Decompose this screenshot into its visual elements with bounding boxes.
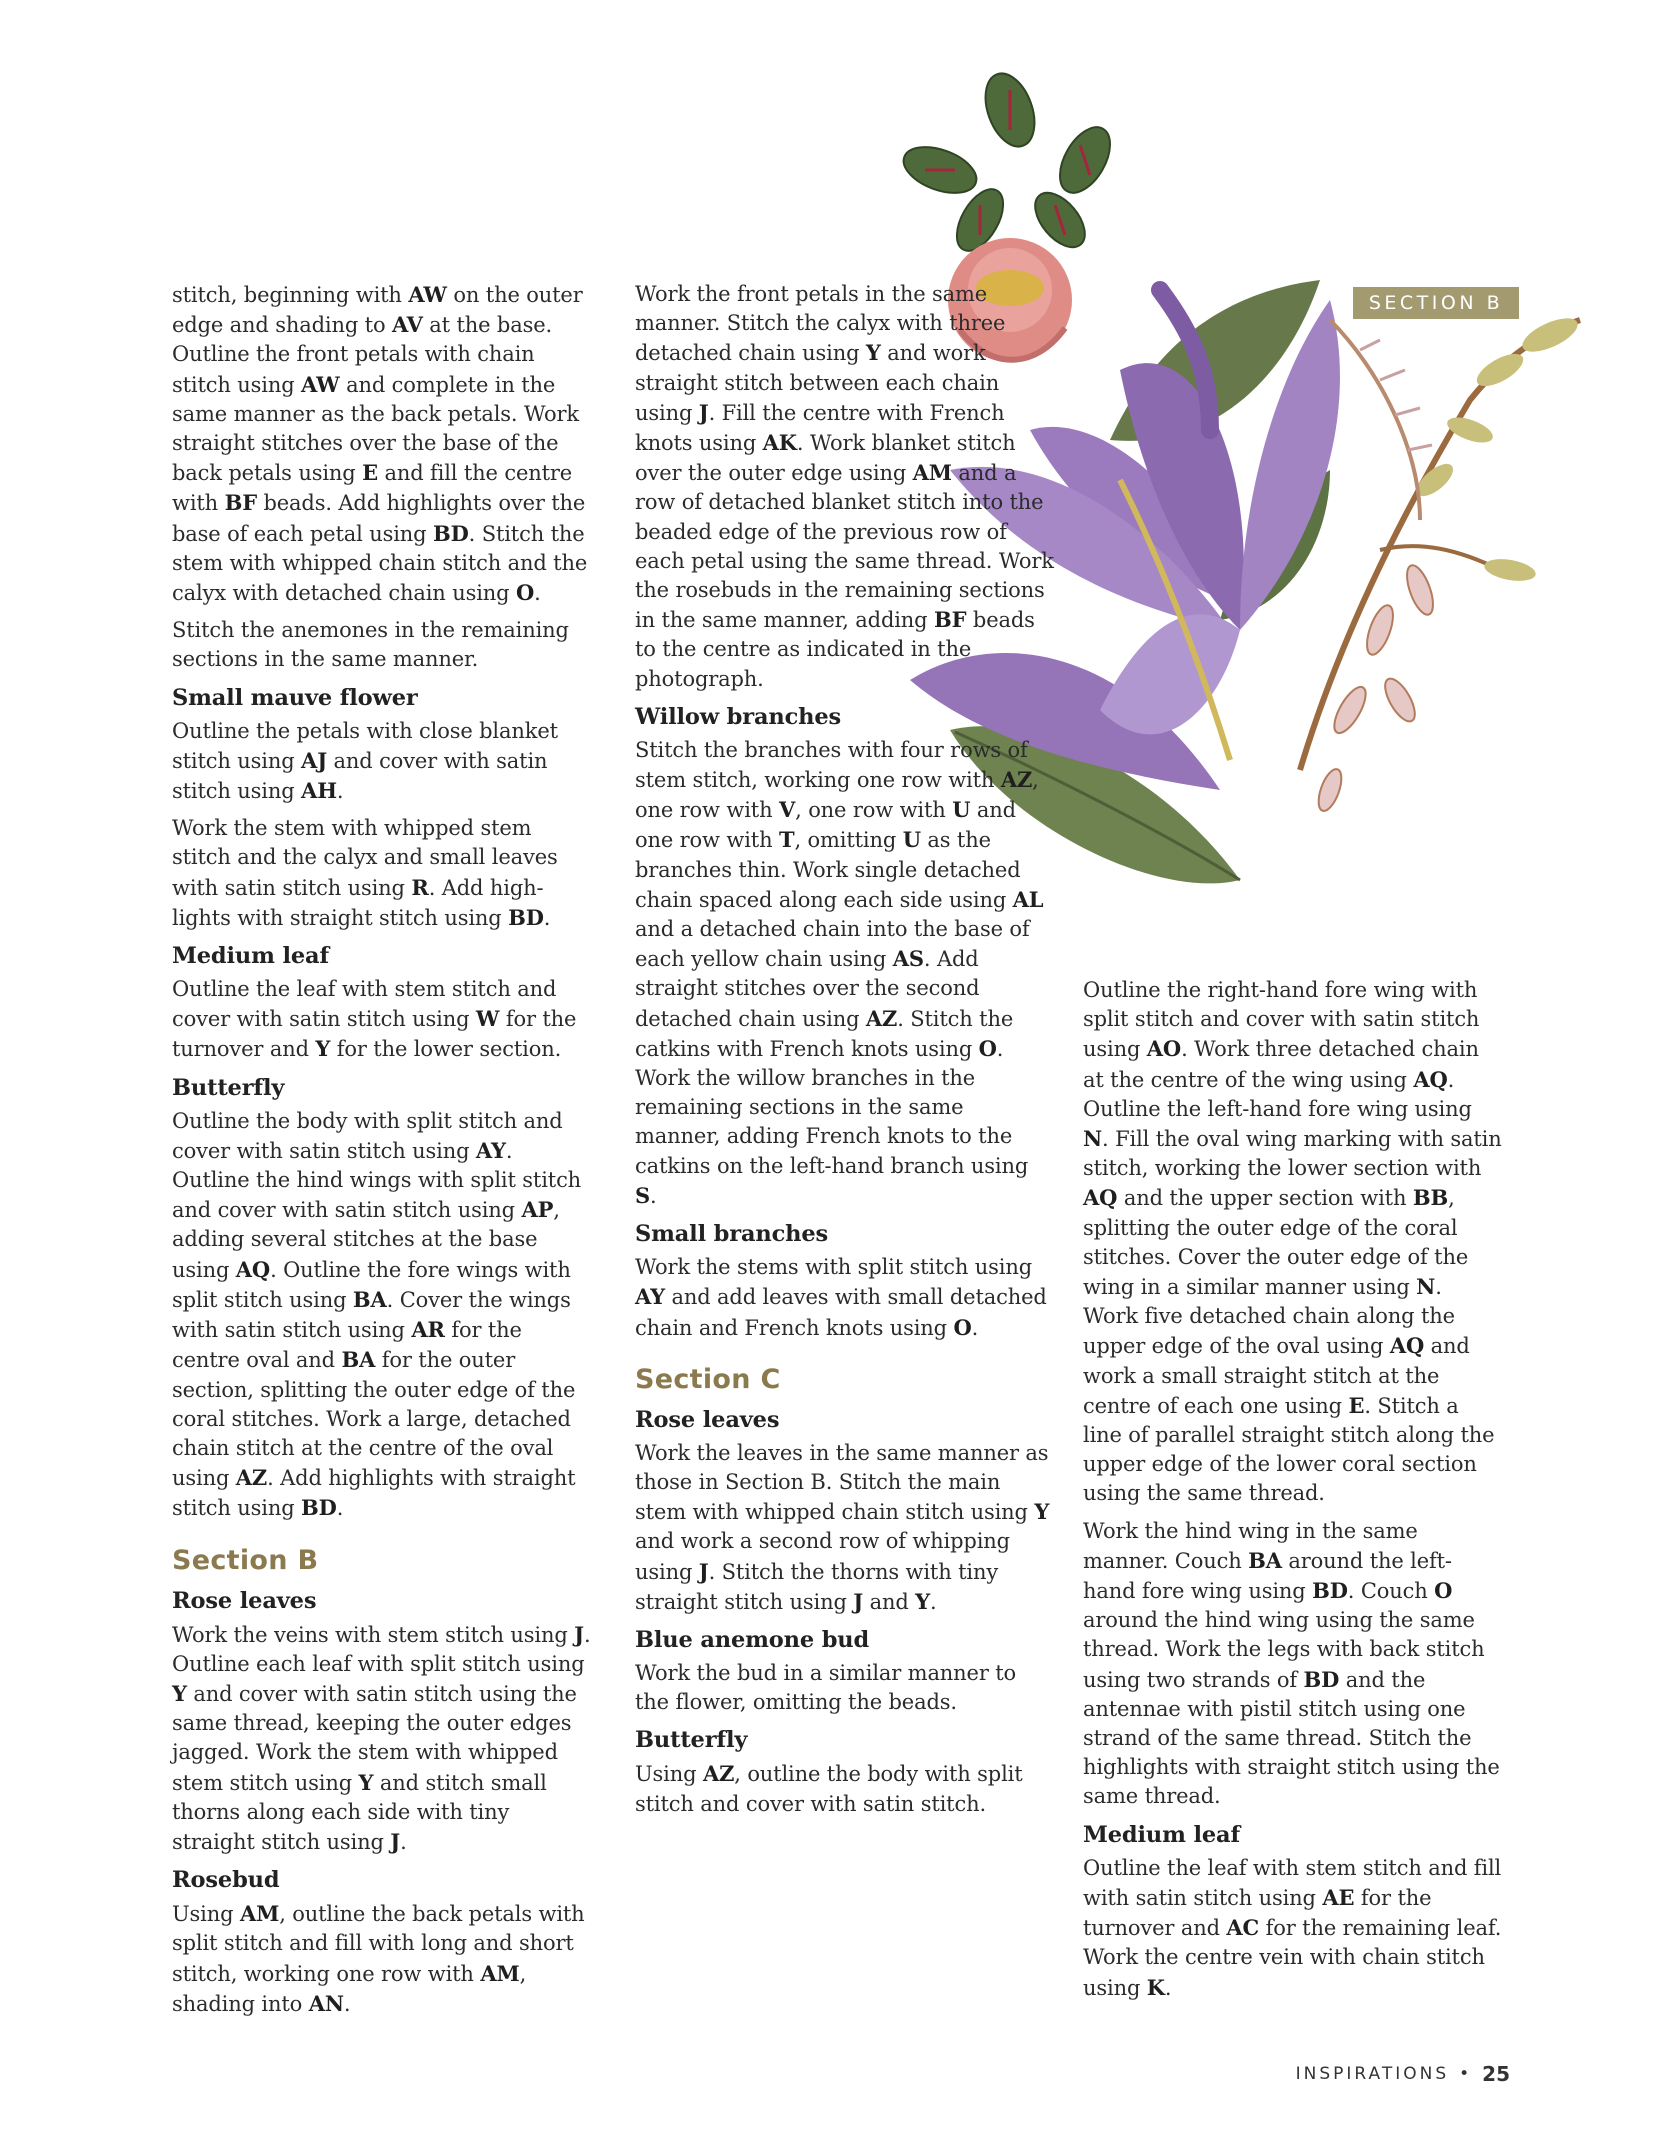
paragraph: Work the leaves in the same manner as those in Section B. Stitch the main stem with whipped chain stitch using Y and work a second row of whipping using J. Stitch the thorns with tiny straight stitch using J and Y. (635, 1440, 1050, 1614)
subheading: Rose leaves (172, 1587, 317, 1614)
paragraph: Work the front petals in the same manner. Stitch the calyx with three detached chain using Y and work straight stitch between each chain using J. Fill the centre with French knots using AK. Work blanket stitch over the outer edge using AM and a row of detached blanket stitch into the beaded edge of the previous row of each petal using the same thread. Work the rosebuds in the remaining sections in the same manner, adding BF beads to the centre as indicated in the photograph. (635, 282, 1054, 691)
paragraph: stitch, beginning with AW on the outer edge and shading to AV at the base. Outline the front petals with chain stitch using AW and complete in the same manner as the back petals. Work straight stitches over the base of the back petals using E and fill the centre with BF beads. Add highlights over the base of each petal using BD. Stitch the stem with whipped chain stitch and the calyx with detached chain using O. (172, 282, 588, 606)
paragraph: Using AZ, outline the body with split stitch and cover with satin stitch. (635, 1761, 1023, 1816)
paragraph: Stitch the branches with four rows of stem stitch, working one row with AZ, one row with V, one row with U and one row with T, omitting U as the branches thin. Work single detached chain spaced along each side using AL and a detached chain into the base of each yellow chain using AS. Add straight stitches over the second detached chain using AZ. Stitch the catkins with French knots using O. Work the willow branches in the remaining sections in the same manner, adding French knots to the catkins on the left-hand branch using S. (635, 737, 1044, 1208)
paragraph: Work the bud in a similar manner to the flower, omitting the beads. (635, 1660, 1017, 1715)
paragraph: Stitch the anemones in the remaining sections in the same manner. (172, 618, 569, 672)
subheading: Butterfly (172, 1074, 285, 1101)
paragraph: Outline the body with split stitch and cover with satin stitch using AY. Outline the hind wings with split stitch and cover with satin stitch using AP, adding several stitches at the base using AQ. Outline the fore wings with split stitch using BA. Cover the wings with satin stitch using AR for the centre oval and BA for the outer section, splitting the outer edge of the coral stitches. Work a large, detached chain stitch at the centre of the oval using AZ. Add highlights with straight stitch using BD. (172, 1108, 582, 1521)
page-number: 25 (1482, 2062, 1510, 2086)
subheading: Small branches (635, 1221, 829, 1248)
text-column-1 (172, 280, 592, 2027)
section-badge: SECTION B (1353, 287, 1519, 319)
magazine-name: INSPIRATIONS (1295, 2064, 1450, 2084)
footer-separator: • (1459, 2064, 1473, 2084)
subheading: Blue anemone bud (635, 1626, 870, 1653)
text-column-2 (635, 280, 1055, 1827)
subheading: Butterfly (635, 1727, 748, 1754)
subheading: Rose leaves (635, 1406, 780, 1433)
subheading: Willow branches (635, 703, 842, 730)
paragraph: Work the hind wing in the same manner. Couch BA around the left-hand fore wing using BD. Couch O around the hind wing using the same thread. Work the legs with back stitch using two strands of BD and the antennae with pistil stitch using one strand of the same thread. Stitch the highlights with straight stitch using the same thread. (1083, 1518, 1500, 1809)
subheading: Medium leaf (172, 943, 329, 970)
subheading: Rosebud (172, 1867, 280, 1894)
paragraph: Work the stems with split stitch using AY and add leaves with small detached chain and French knots using O. (635, 1255, 1047, 1340)
page-footer (1296, 2062, 1510, 2086)
paragraph: Outline the right-hand fore wing with split stitch and cover with satin stitch using AO. Work three detached chain at the centre of the wing using AQ. Outline the left-hand fore wing using N. Fill the oval wing marking with satin stitch, working the lower section with AQ and the upper section with BB, splitting the outer edge of the coral stitches. Cover the outer edge of the wing in a similar manner using N. Work five detached chain along the upper edge of the oval using AQ and work a small straight stitch at the centre of each one using E. Stitch a line of parallel straight stitch along the upper edge of the lower coral section using the same thread. (1083, 978, 1502, 1506)
paragraph: Outline the petals with close blanket stitch using AJ and cover with satin stitch using AH. (172, 718, 558, 804)
section-heading: Section C (635, 1363, 781, 1395)
paragraph: Work the veins with stem stitch using J. Outline each leaf with split stitch using Y and cover with satin stitch using the same thread, keeping the outer edges jagged. Work the stem with whipped stem stitch using Y and stitch small thorns along each side with tiny straight stitch using J. (172, 1621, 591, 1854)
text-column-3 (1083, 976, 1503, 2011)
paragraph: Outline the leaf with stem stitch and fill with satin stitch using AE for the turnover and AC for the remaining leaf. Work the centre vein with chain stitch using K. (1083, 1855, 1502, 2000)
section-heading: Section B (172, 1544, 319, 1576)
paragraph: Work the stem with whipped stem stitch and the calyx and small leaves with satin stitch using R. Add high-lights with straight stitch using BD. (172, 816, 558, 930)
subheading: Medium leaf (1083, 1821, 1240, 1848)
paragraph: Using AM, outline the back petals with split stitch and fill with long and short stitch, working one row with AM, shading into AN. (172, 1901, 585, 2016)
subheading: Small mauve flower (172, 684, 418, 711)
paragraph: Outline the leaf with stem stitch and cover with satin stitch using W for the turnover and Y for the lower section. (172, 977, 577, 1062)
